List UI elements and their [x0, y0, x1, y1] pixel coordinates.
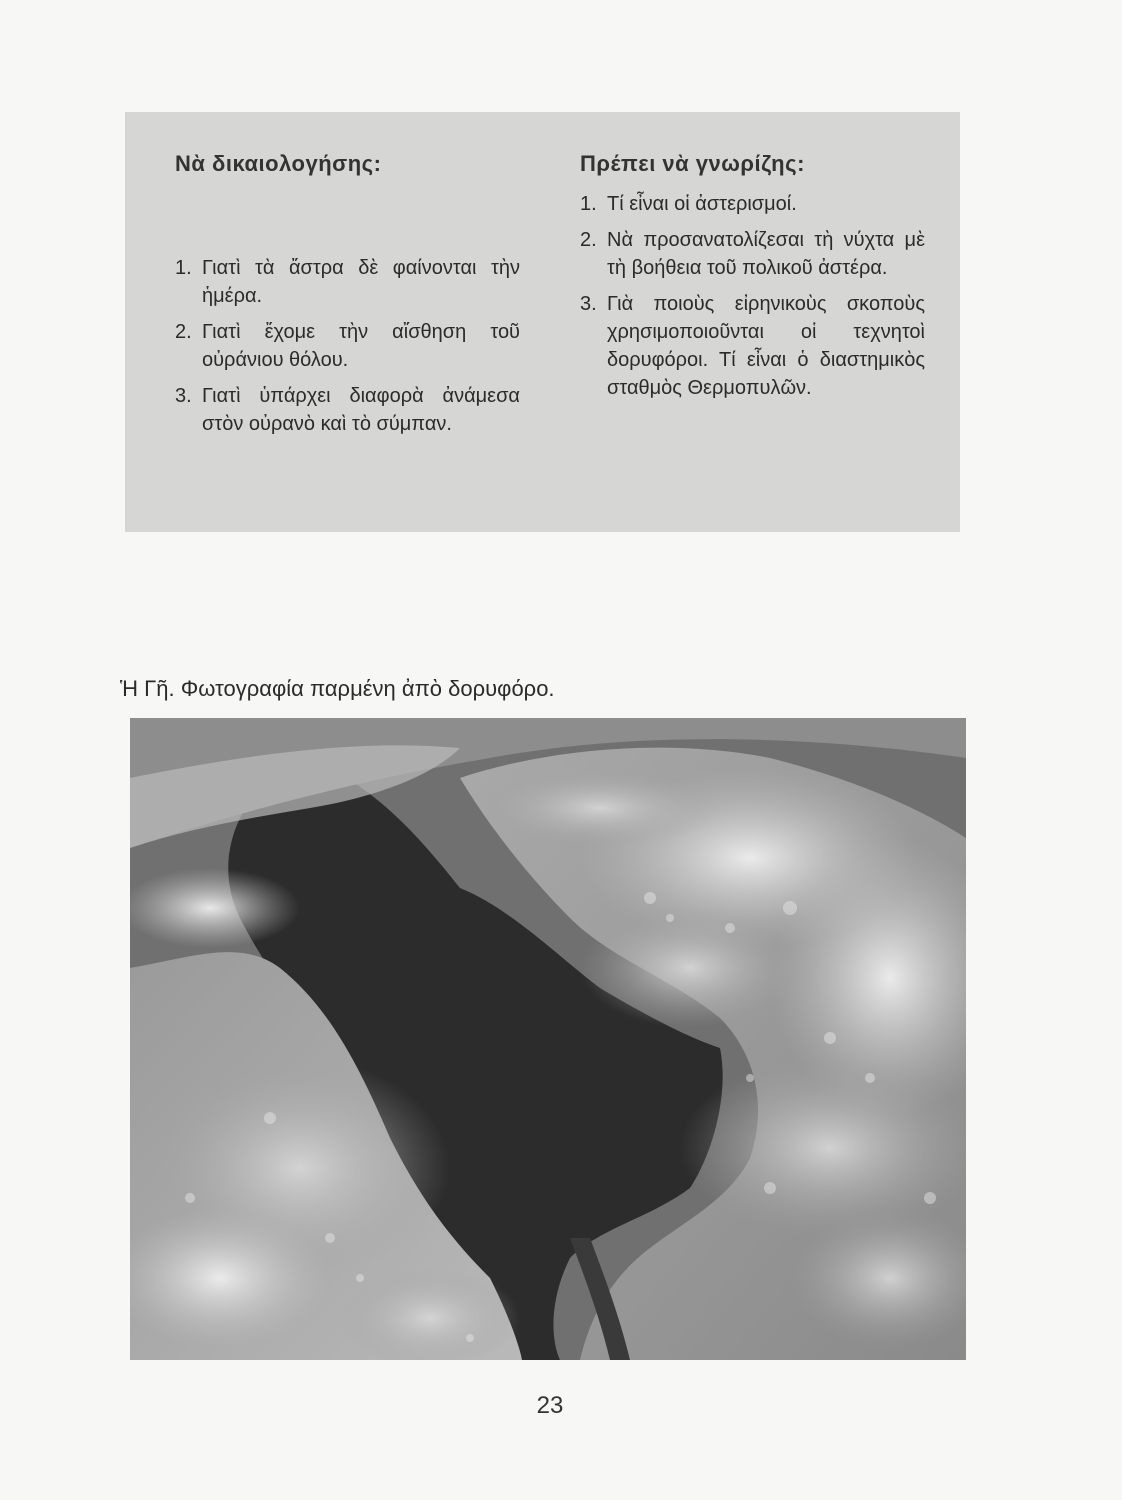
- list-item: [580, 226, 925, 282]
- photo-caption: Ἡ Γῆ. Φωτογραφία παρμένη ἀπὸ δορυφόρο.: [120, 676, 555, 701]
- item-text: Γιατὶ τὰ ἄστρα δὲ φαίνονται τὴν ἡμέρα.: [202, 257, 520, 307]
- item-text: Γιατὶ ὑπάρχει διαφορὰ ἀνάμεσα στὸν οὐρανὸ καὶ τὸ σύμπαν.: [202, 385, 520, 435]
- item-text: Γιατὶ ἔχομε τὴν αἴσθηση τοῦ οὐράνιου θόλου.: [202, 321, 520, 371]
- earth-satellite-photo: [130, 718, 966, 1360]
- justify-column: [175, 150, 520, 446]
- list-item: [175, 318, 520, 374]
- item-number: 1.: [175, 257, 192, 279]
- item-number: 2.: [175, 321, 192, 343]
- list-item: [175, 254, 520, 310]
- justify-list: [175, 254, 520, 438]
- page-number: 23: [536, 1392, 564, 1419]
- item-number: 3.: [580, 293, 597, 315]
- justify-heading: Νὰ δικαιολογήσης:: [175, 151, 382, 176]
- item-text: Γιὰ ποιοὺς εἰρηνικοὺς σκοποὺς χρησιμοποιοῦνται οἱ τεχνητοὶ δορυφόροι. Τί εἶναι ὁ διαστημικὸς σταθμὸς Θερμοπυλῶν.: [607, 293, 925, 399]
- item-text: Τί εἶναι οἱ ἀστερισμοί.: [607, 193, 797, 215]
- item-number: 1.: [580, 193, 597, 215]
- questions-box: [125, 112, 960, 532]
- list-item: [580, 290, 925, 402]
- know-column: [580, 150, 925, 410]
- item-number: 2.: [580, 229, 597, 251]
- item-number: 3.: [175, 385, 192, 407]
- know-heading: Πρέπει νὰ γνωρίζης:: [580, 151, 805, 176]
- know-list: [580, 190, 925, 402]
- list-item: [580, 190, 925, 218]
- list-item: [175, 382, 520, 438]
- item-text: Νὰ προσανατολίζεσαι τὴ νύχτα μὲ τὴ βοήθεια τοῦ πολικοῦ ἀστέρα.: [607, 229, 925, 279]
